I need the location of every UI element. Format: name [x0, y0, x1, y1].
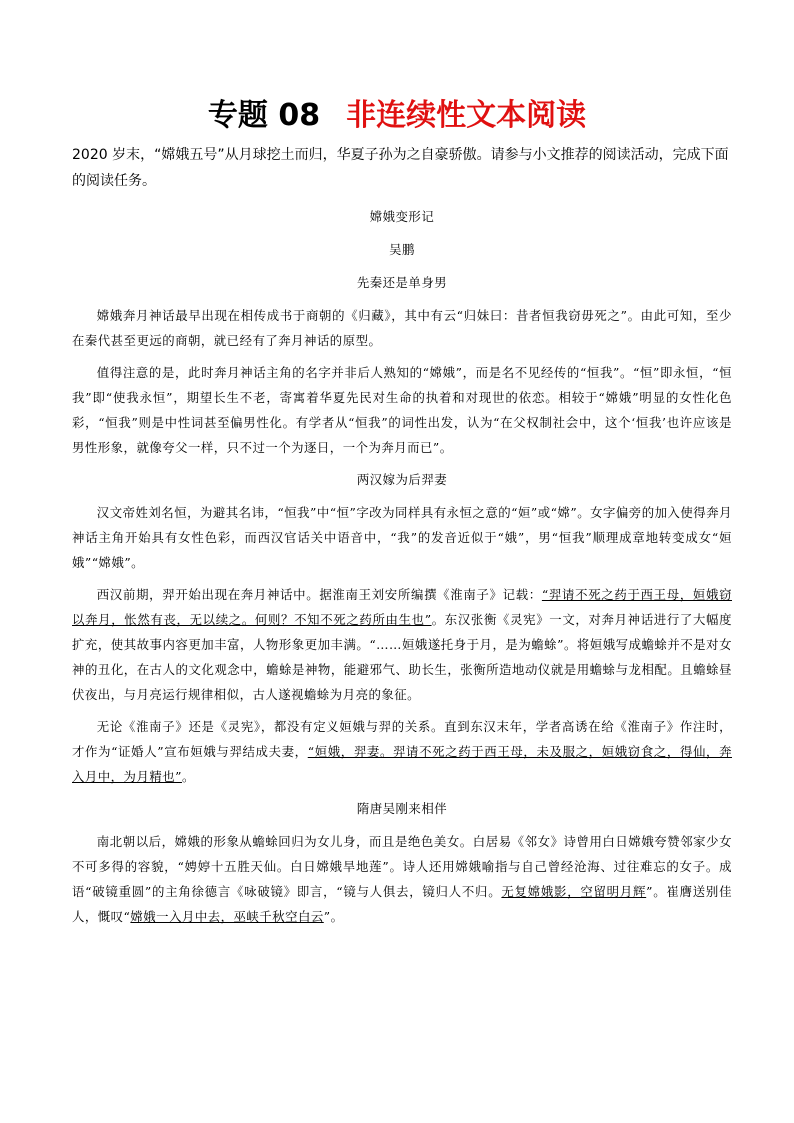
page-title — [0, 96, 794, 136]
underlined-quote: 嫦娥一入月中去，巫峡千秋空白云 — [130, 909, 324, 924]
paragraph — [72, 582, 732, 707]
paragraph-text: ”。崔膺送别佳人，慨叹“ — [72, 884, 732, 924]
article-title: 嫦娥变形记 — [369, 209, 435, 224]
paragraph-text: 。 — [181, 769, 195, 784]
intro-text: 2020 岁末，“嫦娥五号”从月球挖土而归，华夏子孙为之自豪骄傲。请参与小文推荐的阅读活动，完成下面的阅读任务。 — [72, 147, 729, 189]
paragraph: 汉文帝姓刘名恒，为避其名讳，“恒我”中“恒”字改为同样具有永恒之意的“姮”或“嫦”。女字偏旁的加入使得奔月神话主角开始具有女性色彩，而西汉官话关中语音中，“我”的发音近似于“娥”，男“恒我”顺理成章地转变成女“姮娥”“嫦娥”。 — [72, 505, 732, 570]
underlined-quote: “羿请不死之药于西王母，姮娥窃以奔月，怅然有丧，无以续之。何则？不知不死之药所由生也” — [72, 587, 732, 627]
paragraph — [72, 714, 732, 789]
paragraph: 值得注意的是，此时奔月神话主角的名字并非后人熟知的“嫦娥”，而是名不见经传的“恒我”。“恒”即永恒，“恒我”即“使我永恒”，期望长生不老，寄寓着华夏先民对生命的执着和对现世的依恋。相较于“嫦娥”明显的女性化色彩，“恒我”则是中性词甚至偏男性化。有学者从“恒我”的词性出发，认为“在父权制社会中，这个‘恒我’也许应该是男性形象，就像夸父一样，只不过一个为逐日，一个为奔月而已”。 — [72, 365, 732, 455]
paragraph: 嫦娥奔月神话最早出现在相传成书于商朝的《归藏》，其中有云“归妹曰：昔者恒我窃毋死之”。由此可知，至少在秦代甚至更远的商朝，就已经有了奔月神话的原型。 — [72, 308, 732, 348]
paragraph — [72, 829, 732, 929]
article-author: 吴鹏 — [389, 242, 415, 257]
article — [72, 204, 732, 936]
section-heading: 隋唐吴刚来相伴 — [356, 801, 448, 816]
underlined-quote: “姮娥，羿妻。羿请不死之药于西王母，未及服之，姮娥窃食之，得仙，奔入月中，为月精也” — [72, 744, 732, 784]
section-heading: 两汉嫁为后羿妻 — [356, 472, 448, 487]
paragraph-text: 南北朝以后，嫦娥的形象从蟾蜍回归为女儿身，而且是绝色美女。白居易《邻女》诗曾用白日嫦娥夸赞邻家少女不可多得的容貌，“娉婷十五胜天仙。白日嫦娥旱地莲”。诗人还用嫦娥喻指与自己曾经沧海、过往难忘的女子。成语“破镜重圆”的主角徐德言《咏破镜》即言，“镜与人俱去，镜归人不归。 — [72, 834, 732, 899]
paragraph-text: ”。 — [323, 909, 344, 924]
section-heading: 先秦还是单身男 — [356, 275, 448, 290]
paragraph-text: 西汉前期，羿开始出现在奔月神话中。据淮南王刘安所编撰《淮南子》记载： — [96, 587, 542, 602]
underlined-quote: 无复嫦娥影，空留明月辉 — [501, 884, 647, 899]
paragraph-text: 。东汉张衡《灵宪》一文，对奔月神话进行了大幅度扩充，使其故事内容更加丰富，人物形象更加丰满。“……姮娥遂托身于月，是为蟾蜍”。将姮娥写成蟾蜍并不是对女神的丑化，在古人的文化观念中，蟾蜍是神物，能避邪气、助长生，张衡所造地动仪就是用蟾蜍与龙相配。且蟾蜍昼伏夜出，与月亮运行规律相似，古人遂视蟾蜍为月亮的象征。 — [72, 612, 732, 702]
title-prefix: 专题 08 — [207, 98, 321, 133]
paragraph-text: 无论《淮南子》还是《灵宪》，都没有定义姮娥与羿的关系。直到东汉末年，学者高诱在给《淮南子》作注时，才作为“证婚人”宣布姮娥与羿结成夫妻， — [72, 719, 732, 759]
title-main: 非连续性文本阅读 — [346, 98, 587, 133]
